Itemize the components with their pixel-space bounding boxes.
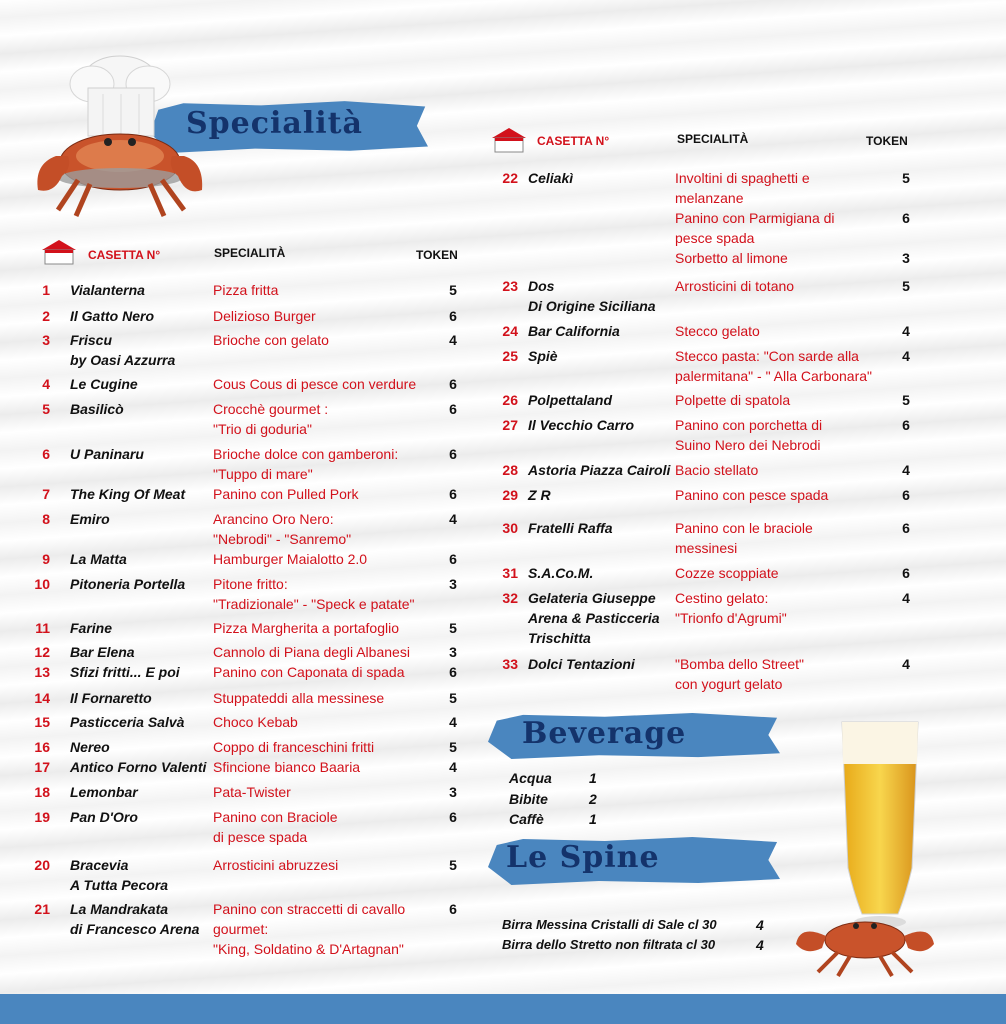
menu-row xyxy=(0,618,1006,638)
specialty-text: Panino con Pulled Pork xyxy=(213,486,359,502)
beer-token: 4 xyxy=(756,917,764,933)
token-count: 4 xyxy=(449,759,457,775)
row-number: 12 xyxy=(34,644,50,660)
specialty-text: Stecco pasta: "Con sarde alla xyxy=(675,348,859,364)
left-header-casetta: CASETTA N° xyxy=(88,248,161,262)
menu-row xyxy=(0,563,1006,583)
menu-row xyxy=(0,248,1006,268)
specialty-text: Cannolo di Piana degli Albanesi xyxy=(213,644,410,660)
row-number: 10 xyxy=(34,576,50,592)
token-count: 6 xyxy=(449,664,457,680)
specialty-text: Stecco gelato xyxy=(675,323,760,339)
row-number: 3 xyxy=(42,332,50,348)
token-count: 4 xyxy=(902,323,910,339)
specialty-text-line2: palermitana" - " Alla Carbonara" xyxy=(675,368,873,384)
chef-crab-illustration xyxy=(28,44,210,220)
right-header-casetta: CASETTA N° xyxy=(537,134,610,148)
token-count: 6 xyxy=(449,376,457,392)
token-count: 5 xyxy=(449,739,457,755)
specialty-text-line2: pesce spada xyxy=(675,230,755,246)
vendor-name: Friscu xyxy=(70,332,113,348)
footer-bar xyxy=(0,994,1006,1024)
token-count: 5 xyxy=(902,170,910,186)
vendor-name: The King Of Meat xyxy=(70,486,186,502)
token-count: 3 xyxy=(449,576,457,592)
menu-row xyxy=(0,168,1006,206)
specialty-text: Arrosticini abruzzesi xyxy=(213,857,339,873)
specialty-text: Panino con le braciole xyxy=(675,520,813,536)
left-header-token: TOKEN xyxy=(416,248,458,262)
token-count: 5 xyxy=(449,282,457,298)
token-count: 6 xyxy=(449,401,457,417)
row-number: 20 xyxy=(34,857,50,873)
vendor-name: Bar Elena xyxy=(70,644,135,660)
row-number: 4 xyxy=(42,376,50,392)
specialty-text: Panino con Caponata di spada xyxy=(213,664,405,680)
specialty-text: Delizioso Burger xyxy=(213,308,316,324)
beer-name: Birra Messina Cristalli di Sale cl 30 xyxy=(502,917,717,932)
specialty-text-line2: messinesi xyxy=(675,540,738,556)
beer-glass-illustration xyxy=(836,718,924,930)
row-number: 24 xyxy=(502,323,518,339)
beverage-name: Caffè xyxy=(509,811,544,827)
vendor-name: Il Gatto Nero xyxy=(70,308,155,324)
vendor-name: Pitoneria Portella xyxy=(70,576,186,592)
row-number: 32 xyxy=(502,590,518,606)
specialty-text-line2: di pesce spada xyxy=(213,829,308,845)
vendor-name-line2: di Francesco Arena xyxy=(70,921,200,937)
token-count: 4 xyxy=(902,348,910,364)
row-number: 21 xyxy=(34,901,50,917)
vendor-name: Nereo xyxy=(70,739,110,755)
row-number: 13 xyxy=(34,664,50,680)
vendor-name-line2: A Tutta Pecora xyxy=(70,877,169,893)
menu-row xyxy=(0,321,1006,341)
token-count: 4 xyxy=(902,656,910,672)
specialty-text-line2: "Nebrodi" - "Sanremo" xyxy=(213,531,352,547)
row-number: 28 xyxy=(502,462,518,478)
specialty-text-line2: Suino Nero dei Nebrodi xyxy=(675,437,821,453)
row-number: 26 xyxy=(502,392,518,408)
vendor-name: Bracevia xyxy=(70,857,129,873)
specialty-text: Coppo di franceschini fritti xyxy=(213,739,375,755)
vendor-name: Pan D'Oro xyxy=(70,809,138,825)
specialty-text-line3: "King, Soldatino & D'Artagnan" xyxy=(213,941,404,957)
vendor-name: Celiakì xyxy=(528,170,574,186)
beverage-title: Beverage xyxy=(522,716,687,751)
beverage-token: 1 xyxy=(589,811,597,827)
vendor-name: S.A.Co.M. xyxy=(528,565,594,581)
vendor-name: Farine xyxy=(70,620,113,636)
token-count: 6 xyxy=(449,809,457,825)
specialty-text-line2: "Trionfo d'Agrumi" xyxy=(675,610,787,626)
specialty-text: Pitone fritto: xyxy=(213,576,288,592)
vendor-name: Emiro xyxy=(70,511,110,527)
specialty-text: Stuppateddi alla messinese xyxy=(213,690,385,706)
specialty-text-line2: "Trio di goduria" xyxy=(213,421,312,437)
vendor-name: La Mandrakata xyxy=(70,901,169,917)
vendor-name: Antico Forno Valenti xyxy=(70,759,207,775)
vendor-name: Pasticceria Salvà xyxy=(70,714,185,730)
vendor-name: Le Cugine xyxy=(70,376,138,392)
specialty-text-line2: melanzane xyxy=(675,190,744,206)
menu-row xyxy=(0,208,1006,246)
token-count: 6 xyxy=(449,901,457,917)
specialty-text-line2: con yogurt gelato xyxy=(675,676,783,692)
specialty-text: Panino con pesce spada xyxy=(675,487,829,503)
row-number: 8 xyxy=(42,511,50,527)
specialty-text: Sorbetto al limone xyxy=(675,250,788,266)
vendor-name: Basilicò xyxy=(70,401,124,417)
right-header-token: TOKEN xyxy=(866,134,908,148)
beverage-token: 2 xyxy=(589,791,597,807)
specialty-text-line2: "Tuppo di mare" xyxy=(213,466,313,482)
specialty-text: Arancino Oro Nero: xyxy=(213,511,334,527)
token-count: 6 xyxy=(449,486,457,502)
specialty-text: Panino con porchetta di xyxy=(675,417,823,433)
row-number: 19 xyxy=(34,809,50,825)
token-count: 4 xyxy=(449,332,457,348)
row-number: 16 xyxy=(34,739,50,755)
vendor-name: La Matta xyxy=(70,551,127,567)
token-count: 6 xyxy=(449,551,457,567)
row-number: 33 xyxy=(502,656,518,672)
vendor-name: Vialanterna xyxy=(70,282,145,298)
specialty-text-line2: "Tradizionale" - "Speck e patate" xyxy=(213,596,415,612)
token-count: 6 xyxy=(449,308,457,324)
menu-row xyxy=(0,390,1006,410)
token-count: 3 xyxy=(449,644,457,660)
beer-name: Birra dello Stretto non filtrata cl 30 xyxy=(502,937,716,952)
row-number: 6 xyxy=(42,446,50,462)
token-count: 5 xyxy=(449,620,457,636)
specialty-text: Panino con straccetti di cavallo xyxy=(213,901,406,917)
specialty-text: "Bomba dello Street" xyxy=(675,656,805,672)
row-number: 15 xyxy=(34,714,50,730)
token-count: 3 xyxy=(902,250,910,266)
specialty-text: Brioche dolce con gamberoni: xyxy=(213,446,399,462)
vendor-name: Lemonbar xyxy=(70,784,138,800)
beverage-name: Acqua xyxy=(509,770,552,786)
row-number: 2 xyxy=(42,308,50,324)
vendor-name: Z R xyxy=(528,487,551,503)
vendor-name: Sfizi fritti... E poi xyxy=(70,664,180,680)
beverage-name: Bibite xyxy=(509,791,548,807)
token-count: 6 xyxy=(902,520,910,536)
specialty-text: Cozze scoppiate xyxy=(675,565,779,581)
beverage-token: 1 xyxy=(589,770,597,786)
row-number: 7 xyxy=(42,486,50,502)
token-count: 4 xyxy=(902,462,910,478)
row-number: 31 xyxy=(502,565,518,581)
vendor-name: Dos xyxy=(528,278,555,294)
specialty-text: Hamburger Maialotto 2.0 xyxy=(213,551,368,567)
specialty-text: Panino con Parmigiana di xyxy=(675,210,835,226)
vendor-name: Gelateria Giuseppe xyxy=(528,590,656,606)
token-count: 5 xyxy=(902,278,910,294)
specialty-text: Pizza fritta xyxy=(213,282,279,298)
specialty-text: Brioche con gelato xyxy=(213,332,329,348)
specialita-title: Specialità xyxy=(186,106,363,141)
specialty-text: Involtini di spaghetti e xyxy=(675,170,810,186)
vendor-name: Polpettaland xyxy=(528,392,613,408)
menu-row xyxy=(0,276,1006,314)
vendor-name: Astoria Piazza Cairoli xyxy=(528,462,671,478)
vendor-name: Fratelli Raffa xyxy=(528,520,613,536)
token-count: 5 xyxy=(902,392,910,408)
right-header-specialita: SPECIALITÀ xyxy=(677,132,749,146)
row-number: 27 xyxy=(502,417,518,433)
specialty-text: Bacio stellato xyxy=(675,462,759,478)
vendor-name-line2: Di Origine Siciliana xyxy=(528,298,656,314)
token-count: 4 xyxy=(902,590,910,606)
specialty-text: Panino con Braciole xyxy=(213,809,338,825)
specialty-text: Choco Kebab xyxy=(213,714,298,730)
specialty-text: Pizza Margherita a portafoglio xyxy=(213,620,399,636)
left-header-specialita: SPECIALITÀ xyxy=(214,246,286,260)
row-number: 30 xyxy=(502,520,518,536)
row-number: 17 xyxy=(34,759,50,775)
vendor-name: U Paninaru xyxy=(70,446,144,462)
specialty-text-line2: gourmet: xyxy=(213,921,269,937)
vendor-name: Bar California xyxy=(528,323,620,339)
specialty-text: Polpette di spatola xyxy=(675,392,791,408)
crab-illustration xyxy=(790,900,940,978)
vendor-name: Dolci Tentazioni xyxy=(528,656,635,672)
token-count: 5 xyxy=(449,857,457,873)
token-count: 5 xyxy=(449,690,457,706)
row-number: 23 xyxy=(502,278,518,294)
house-icon xyxy=(490,126,528,154)
vendor-name-line2: Arena & Pasticceria xyxy=(528,610,660,626)
row-number: 1 xyxy=(42,282,50,298)
specialty-text: Sfincione bianco Baaria xyxy=(213,759,361,775)
specialty-text: Arrosticini di totano xyxy=(675,278,795,294)
vendor-name-line2: by Oasi Azzurra xyxy=(70,352,176,368)
token-count: 6 xyxy=(902,210,910,226)
menu-row xyxy=(0,654,1006,692)
specialty-text: Cous Cous di pesce con verdure xyxy=(213,376,417,392)
token-count: 6 xyxy=(902,565,910,581)
token-count: 6 xyxy=(902,417,910,433)
specialty-text: Cestino gelato: xyxy=(675,590,769,606)
menu-row xyxy=(0,688,1006,708)
row-number: 22 xyxy=(502,170,518,186)
token-count: 6 xyxy=(902,487,910,503)
vendor-name: Il Vecchio Carro xyxy=(528,417,635,433)
vendor-name: Il Fornaretto xyxy=(70,690,152,706)
token-count: 4 xyxy=(449,714,457,730)
vendor-name-line3: Trischitta xyxy=(528,630,591,646)
menu-row xyxy=(0,485,1006,505)
specialty-text: Crocchè gourmet : xyxy=(213,401,329,417)
row-number: 25 xyxy=(502,348,518,364)
row-number: 11 xyxy=(35,620,50,636)
menu-row xyxy=(0,415,1006,453)
row-number: 14 xyxy=(34,690,50,706)
token-count: 4 xyxy=(449,511,457,527)
spine-title: Le Spine xyxy=(506,840,660,875)
token-count: 3 xyxy=(449,784,457,800)
specialty-text: Pata-Twister xyxy=(213,784,291,800)
row-number: 9 xyxy=(42,551,50,567)
token-count: 6 xyxy=(449,446,457,462)
menu-row xyxy=(0,460,1006,480)
row-number: 29 xyxy=(502,487,518,503)
row-number: 18 xyxy=(34,784,50,800)
row-number: 5 xyxy=(42,401,50,417)
vendor-name: Spiè xyxy=(528,348,558,364)
beer-token: 4 xyxy=(756,937,764,953)
